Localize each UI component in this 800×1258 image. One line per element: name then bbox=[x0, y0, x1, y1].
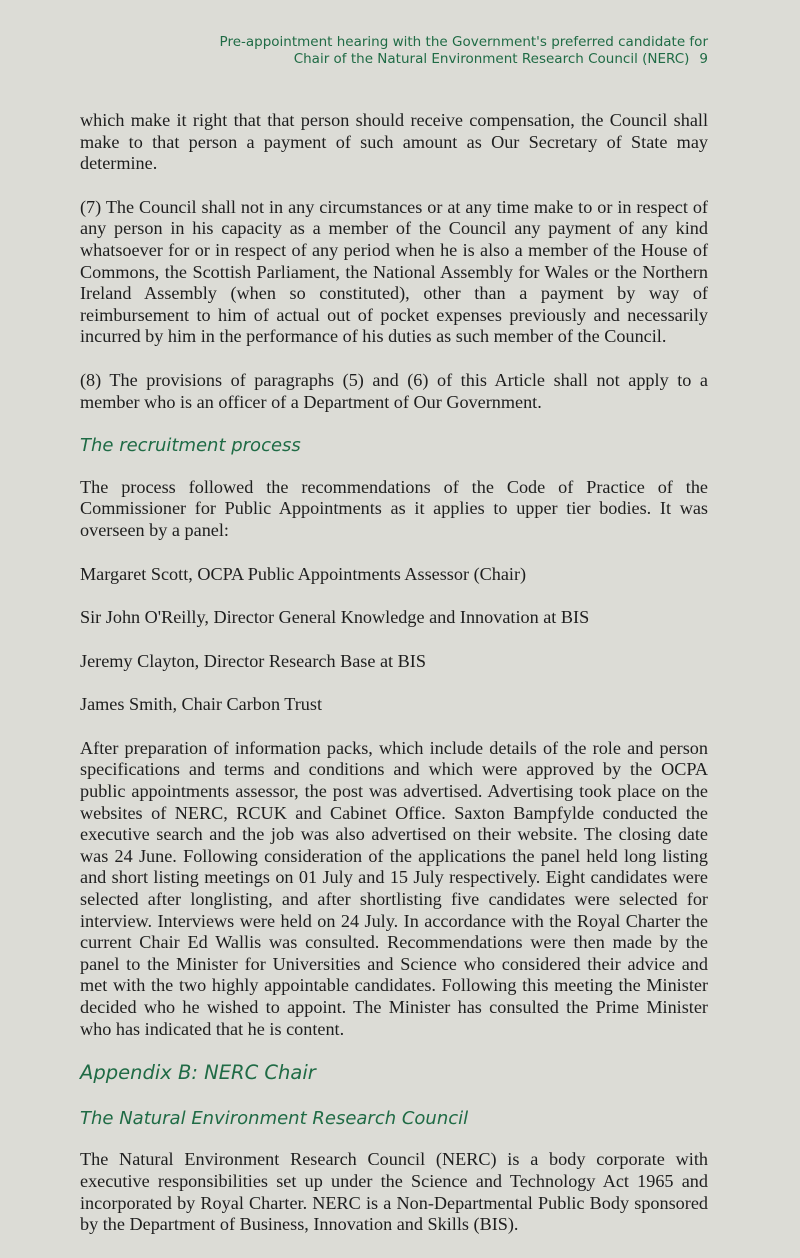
header-line-2 bbox=[220, 51, 708, 68]
paragraph-nerc: The Natural Environment Research Council (NERC) is a body corporate with executive responsibilities set up under the Science and Technology Act 1965 and incorporated by Royal Charter. NERC is a Non-Departmental Public Body sponsored by the Department of Business, Innovation and Skills (BIS). bbox=[80, 1149, 708, 1235]
panel-member: James Smith, Chair Carbon Trust bbox=[80, 694, 323, 715]
panel-member: Margaret Scott, OCPA Public Appointments Assessor (Chair) bbox=[80, 563, 527, 584]
panel-member: Jeremy Clayton, Director Research Base at BIS bbox=[80, 650, 426, 671]
document-body bbox=[80, 110, 708, 1258]
page-number: 9 bbox=[699, 51, 708, 67]
heading-recruitment-process: The recruitment process bbox=[80, 435, 301, 457]
header-line-1: Pre-appointment hearing with the Government's preferred candidate for bbox=[219, 34, 708, 50]
panel-member: Sir John O'Reilly, Director General Knowledge and Innovation at BIS bbox=[80, 607, 590, 628]
header-title: Chair of the Natural Environment Research Council (NERC) bbox=[293, 51, 690, 67]
heading-appendix-b: Appendix B: NERC Chair bbox=[80, 1061, 316, 1085]
paragraph-process: The process followed the recommendations of the Code of Practice of the Commissioner for Public Appointments as it applies to upper tier bodies. It was overseen by a panel: bbox=[80, 476, 708, 540]
paragraph-intro: which make it right that that person should receive compensation, the Council shall make to that person a payment of such amount as Our Secretary of State may determine. bbox=[80, 110, 708, 174]
paragraph-recruitment-details: After preparation of information packs, which include details of the role and person specifications and terms and conditions and which were approved by the OCPA public appointments assessor, the post was advertised. Advertising took place on the websites of NERC, RCUK and Cabinet Office. Saxton Bampfylde conducted the executive search and the job was also advertised on their website. The closing date was 24 June. Following consideration of the applications the panel held long listing and short listing meetings on 01 July and 15 July respectively. Eight candidates were selected after longlisting, and after shortlisting five candidates were selected for interview. Interviews were held on 24 July. In accordance with the Royal Charter the current Chair Ed Wallis was consulted. Recommendations were then made by the panel to the Minister for Universities and Science who considered their advice and met with the two highly appointable candidates. Following this meeting the Minister decided who he wished to appoint. The Minister has consulted the Prime Minister who has indicated that he is content. bbox=[80, 737, 708, 1039]
paragraph-article-7: (7) The Council shall not in any circumstances or at any time make to or in respect of any person in his capacity as a member of the Council any payment of any kind whatsoever for or in respect of any period when he is also a member of the House of Commons, the Scottish Parliament, the National Assembly for Wales or the Northern Ireland Assembly (when so constituted), other than a payment by way of reimbursement to him of actual out of pocket expenses previously and necessarily incurred by him in the performance of his duties as such member of the Council. bbox=[80, 196, 708, 347]
heading-nerc: The Natural Environment Research Council bbox=[80, 1107, 469, 1129]
running-header bbox=[220, 34, 708, 68]
paragraph-article-8: (8) The provisions of paragraphs (5) and (6) of this Article shall not apply to a member who is an officer of a Department of Our Government. bbox=[80, 369, 708, 412]
